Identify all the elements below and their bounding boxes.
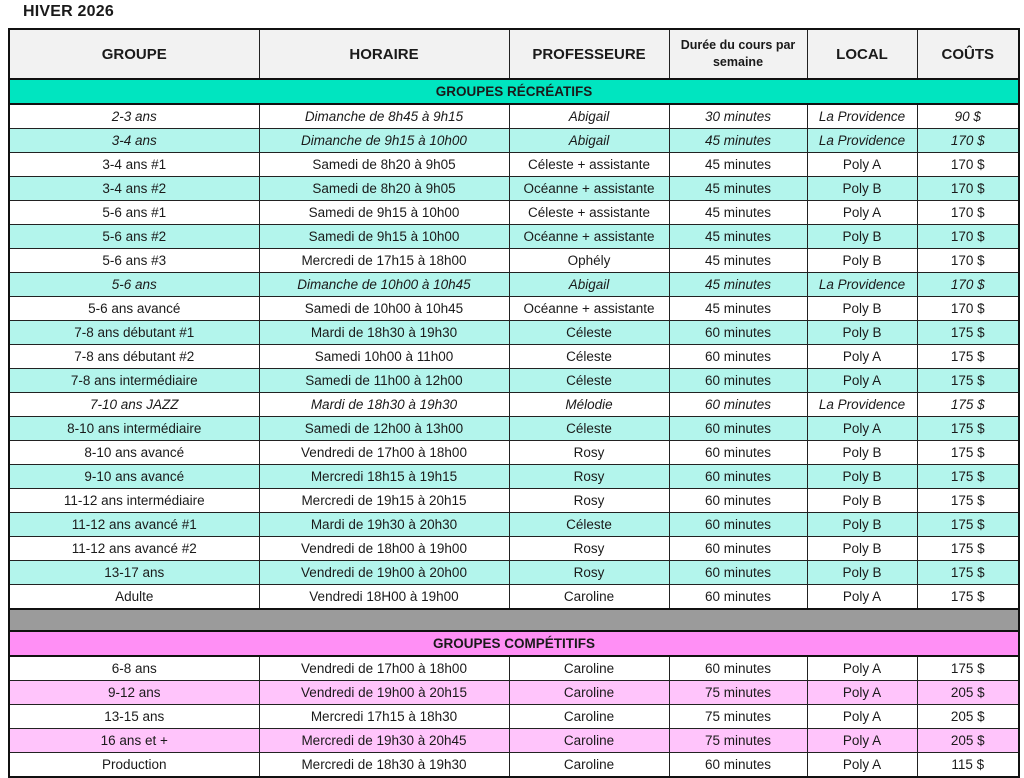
cell-duree: 75 minutes [669,681,807,705]
table-row [9,465,1019,489]
table-row [9,321,1019,345]
cell-local: Poly A [807,705,917,729]
cell-local: Poly B [807,297,917,321]
section-separator [9,609,1019,631]
cell-duree: 45 minutes [669,153,807,177]
cell-local: Poly A [807,369,917,393]
cell-cout: 205 $ [917,681,1019,705]
table-row [9,369,1019,393]
cell-professeure: Caroline [509,705,669,729]
cell-professeure: Caroline [509,585,669,610]
column-header-duree: Durée du cours par semaine [669,29,807,79]
cell-groupe: 16 ans et + [9,729,259,753]
cell-horaire: Vendredi de 17h00 à 18h00 [259,656,509,681]
cell-horaire: Vendredi de 19h00 à 20h15 [259,681,509,705]
cell-groupe: 5-6 ans #3 [9,249,259,273]
cell-cout: 170 $ [917,249,1019,273]
cell-cout: 115 $ [917,753,1019,778]
cell-professeure: Céleste [509,417,669,441]
cell-duree: 45 minutes [669,225,807,249]
cell-cout: 175 $ [917,656,1019,681]
cell-professeure: Caroline [509,656,669,681]
cell-professeure: Céleste [509,345,669,369]
cell-professeure: Caroline [509,681,669,705]
cell-cout: 170 $ [917,225,1019,249]
cell-professeure: Caroline [509,753,669,778]
cell-groupe: 9-12 ans [9,681,259,705]
table-row [9,537,1019,561]
cell-groupe: 7-8 ans débutant #1 [9,321,259,345]
cell-groupe: 11-12 ans avancé #1 [9,513,259,537]
cell-horaire: Samedi de 12h00 à 13h00 [259,417,509,441]
cell-groupe: 3-4 ans #2 [9,177,259,201]
cell-cout: 205 $ [917,705,1019,729]
table-row [9,153,1019,177]
schedule-table [8,28,1020,778]
table-row [9,297,1019,321]
cell-horaire: Mercredi de 19h30 à 20h45 [259,729,509,753]
cell-local: La Providence [807,129,917,153]
table-row [9,225,1019,249]
cell-local: Poly A [807,681,917,705]
cell-groupe: 9-10 ans avancé [9,465,259,489]
cell-professeure: Céleste + assistante [509,201,669,225]
cell-horaire: Mercredi de 17h15 à 18h00 [259,249,509,273]
cell-duree: 60 minutes [669,585,807,610]
cell-local: Poly A [807,153,917,177]
cell-duree: 45 minutes [669,129,807,153]
cell-local: Poly B [807,177,917,201]
column-header-horaire: HORAIRE [259,29,509,79]
cell-cout: 170 $ [917,297,1019,321]
cell-groupe: 8-10 ans avancé [9,441,259,465]
cell-local: Poly B [807,561,917,585]
column-header-professeure: PROFESSEURE [509,29,669,79]
cell-local: La Providence [807,273,917,297]
cell-local: Poly B [807,489,917,513]
cell-professeure: Céleste [509,369,669,393]
cell-groupe: 11-12 ans avancé #2 [9,537,259,561]
cell-cout: 175 $ [917,441,1019,465]
table-row [9,513,1019,537]
cell-cout: 175 $ [917,489,1019,513]
cell-groupe: 7-8 ans débutant #2 [9,345,259,369]
cell-professeure: Caroline [509,729,669,753]
cell-professeure: Rosy [509,561,669,585]
cell-duree: 60 minutes [669,561,807,585]
cell-cout: 175 $ [917,585,1019,610]
cell-duree: 60 minutes [669,465,807,489]
cell-cout: 175 $ [917,465,1019,489]
cell-cout: 170 $ [917,201,1019,225]
cell-cout: 170 $ [917,129,1019,153]
cell-groupe: 7-10 ans JAZZ [9,393,259,417]
cell-duree: 60 minutes [669,345,807,369]
cell-local: Poly B [807,513,917,537]
section-header-competitif [9,631,1019,656]
column-header-groupe: GROUPE [9,29,259,79]
cell-local: Poly A [807,753,917,778]
cell-horaire: Vendredi 18H00 à 19h00 [259,585,509,610]
cell-duree: 60 minutes [669,537,807,561]
cell-professeure: Océanne + assistante [509,225,669,249]
cell-professeure: Céleste + assistante [509,153,669,177]
cell-professeure: Abigail [509,104,669,129]
section-title-competitif: GROUPES COMPÉTITIFS [9,631,1019,656]
cell-horaire: Samedi 10h00 à 11h00 [259,345,509,369]
table-row [9,393,1019,417]
cell-duree: 60 minutes [669,393,807,417]
cell-horaire: Dimanche de 8h45 à 9h15 [259,104,509,129]
cell-local: Poly B [807,441,917,465]
cell-local: Poly A [807,417,917,441]
table-row [9,681,1019,705]
page-title: HIVER 2026 [23,3,114,20]
table-row [9,489,1019,513]
table-row [9,705,1019,729]
cell-groupe: 5-6 ans #1 [9,201,259,225]
cell-professeure: Océanne + assistante [509,177,669,201]
cell-groupe: 8-10 ans intermédiaire [9,417,259,441]
cell-professeure: Océanne + assistante [509,297,669,321]
cell-horaire: Samedi de 11h00 à 12h00 [259,369,509,393]
table-row [9,417,1019,441]
cell-professeure: Rosy [509,537,669,561]
table-row [9,201,1019,225]
cell-groupe: 5-6 ans avancé [9,297,259,321]
cell-horaire: Mercredi de 18h30 à 19h30 [259,753,509,778]
section-header-recreatif [9,79,1019,104]
table-row [9,345,1019,369]
cell-groupe: 7-8 ans intermédiaire [9,369,259,393]
cell-professeure: Rosy [509,489,669,513]
table-row [9,729,1019,753]
cell-professeure: Rosy [509,465,669,489]
cell-cout: 175 $ [917,513,1019,537]
cell-professeure: Rosy [509,441,669,465]
cell-cout: 170 $ [917,177,1019,201]
cell-groupe: 3-4 ans #1 [9,153,259,177]
cell-local: Poly A [807,201,917,225]
table-row [9,177,1019,201]
cell-horaire: Samedi de 9h15 à 10h00 [259,201,509,225]
cell-local: La Providence [807,104,917,129]
cell-local: Poly B [807,321,917,345]
cell-duree: 45 minutes [669,201,807,225]
cell-duree: 45 minutes [669,273,807,297]
cell-groupe: Adulte [9,585,259,610]
cell-groupe: 11-12 ans intermédiaire [9,489,259,513]
cell-groupe: 2-3 ans [9,104,259,129]
cell-professeure: Abigail [509,273,669,297]
cell-duree: 60 minutes [669,321,807,345]
cell-local: Poly B [807,225,917,249]
cell-duree: 45 minutes [669,297,807,321]
cell-duree: 45 minutes [669,177,807,201]
cell-cout: 175 $ [917,537,1019,561]
cell-professeure: Ophély [509,249,669,273]
cell-horaire: Mardi de 19h30 à 20h30 [259,513,509,537]
cell-professeure: Abigail [509,129,669,153]
cell-horaire: Vendredi de 19h00 à 20h00 [259,561,509,585]
cell-duree: 45 minutes [669,249,807,273]
cell-duree: 60 minutes [669,441,807,465]
cell-horaire: Vendredi de 18h00 à 19h00 [259,537,509,561]
cell-cout: 175 $ [917,345,1019,369]
cell-horaire: Samedi de 9h15 à 10h00 [259,225,509,249]
cell-horaire: Mercredi 17h15 à 18h30 [259,705,509,729]
cell-local: Poly A [807,656,917,681]
cell-cout: 175 $ [917,561,1019,585]
cell-groupe: 6-8 ans [9,656,259,681]
table-row [9,656,1019,681]
table-row [9,129,1019,153]
cell-duree: 75 minutes [669,729,807,753]
cell-duree: 60 minutes [669,753,807,778]
column-header-couts: COÛTS [917,29,1019,79]
cell-duree: 75 minutes [669,705,807,729]
cell-groupe: 5-6 ans #2 [9,225,259,249]
cell-professeure: Céleste [509,513,669,537]
cell-local: Poly A [807,729,917,753]
cell-cout: 90 $ [917,104,1019,129]
cell-duree: 30 minutes [669,104,807,129]
cell-cout: 175 $ [917,393,1019,417]
cell-local: Poly A [807,585,917,610]
cell-duree: 60 minutes [669,513,807,537]
cell-horaire: Mardi de 18h30 à 19h30 [259,393,509,417]
table-row [9,753,1019,778]
cell-local: Poly A [807,345,917,369]
cell-cout: 170 $ [917,153,1019,177]
cell-groupe: 13-15 ans [9,705,259,729]
cell-horaire: Mardi de 18h30 à 19h30 [259,321,509,345]
cell-horaire: Samedi de 10h00 à 10h45 [259,297,509,321]
table-row [9,273,1019,297]
cell-cout: 205 $ [917,729,1019,753]
cell-groupe: 13-17 ans [9,561,259,585]
cell-horaire: Mercredi de 19h15 à 20h15 [259,489,509,513]
cell-horaire: Dimanche de 9h15 à 10h00 [259,129,509,153]
cell-local: Poly B [807,537,917,561]
cell-local: La Providence [807,393,917,417]
cell-groupe: 3-4 ans [9,129,259,153]
cell-horaire: Vendredi de 17h00 à 18h00 [259,441,509,465]
table-row [9,104,1019,129]
cell-horaire: Mercredi 18h15 à 19h15 [259,465,509,489]
cell-cout: 170 $ [917,273,1019,297]
cell-local: Poly B [807,249,917,273]
cell-cout: 175 $ [917,321,1019,345]
cell-local: Poly B [807,465,917,489]
column-header-local: LOCAL [807,29,917,79]
section-title-recreatif: GROUPES RÉCRÉATIFS [9,79,1019,104]
cell-horaire: Samedi de 8h20 à 9h05 [259,153,509,177]
table-row [9,561,1019,585]
cell-professeure: Céleste [509,321,669,345]
cell-groupe: 5-6 ans [9,273,259,297]
table-row [9,249,1019,273]
cell-duree: 60 minutes [669,656,807,681]
cell-cout: 175 $ [917,417,1019,441]
header-row [9,29,1019,79]
cell-horaire: Samedi de 8h20 à 9h05 [259,177,509,201]
cell-groupe: Production [9,753,259,778]
cell-cout: 175 $ [917,369,1019,393]
cell-horaire: Dimanche de 10h00 à 10h45 [259,273,509,297]
table-row [9,441,1019,465]
cell-duree: 60 minutes [669,369,807,393]
cell-professeure: Mélodie [509,393,669,417]
cell-duree: 60 minutes [669,417,807,441]
table-row [9,585,1019,610]
cell-duree: 60 minutes [669,489,807,513]
